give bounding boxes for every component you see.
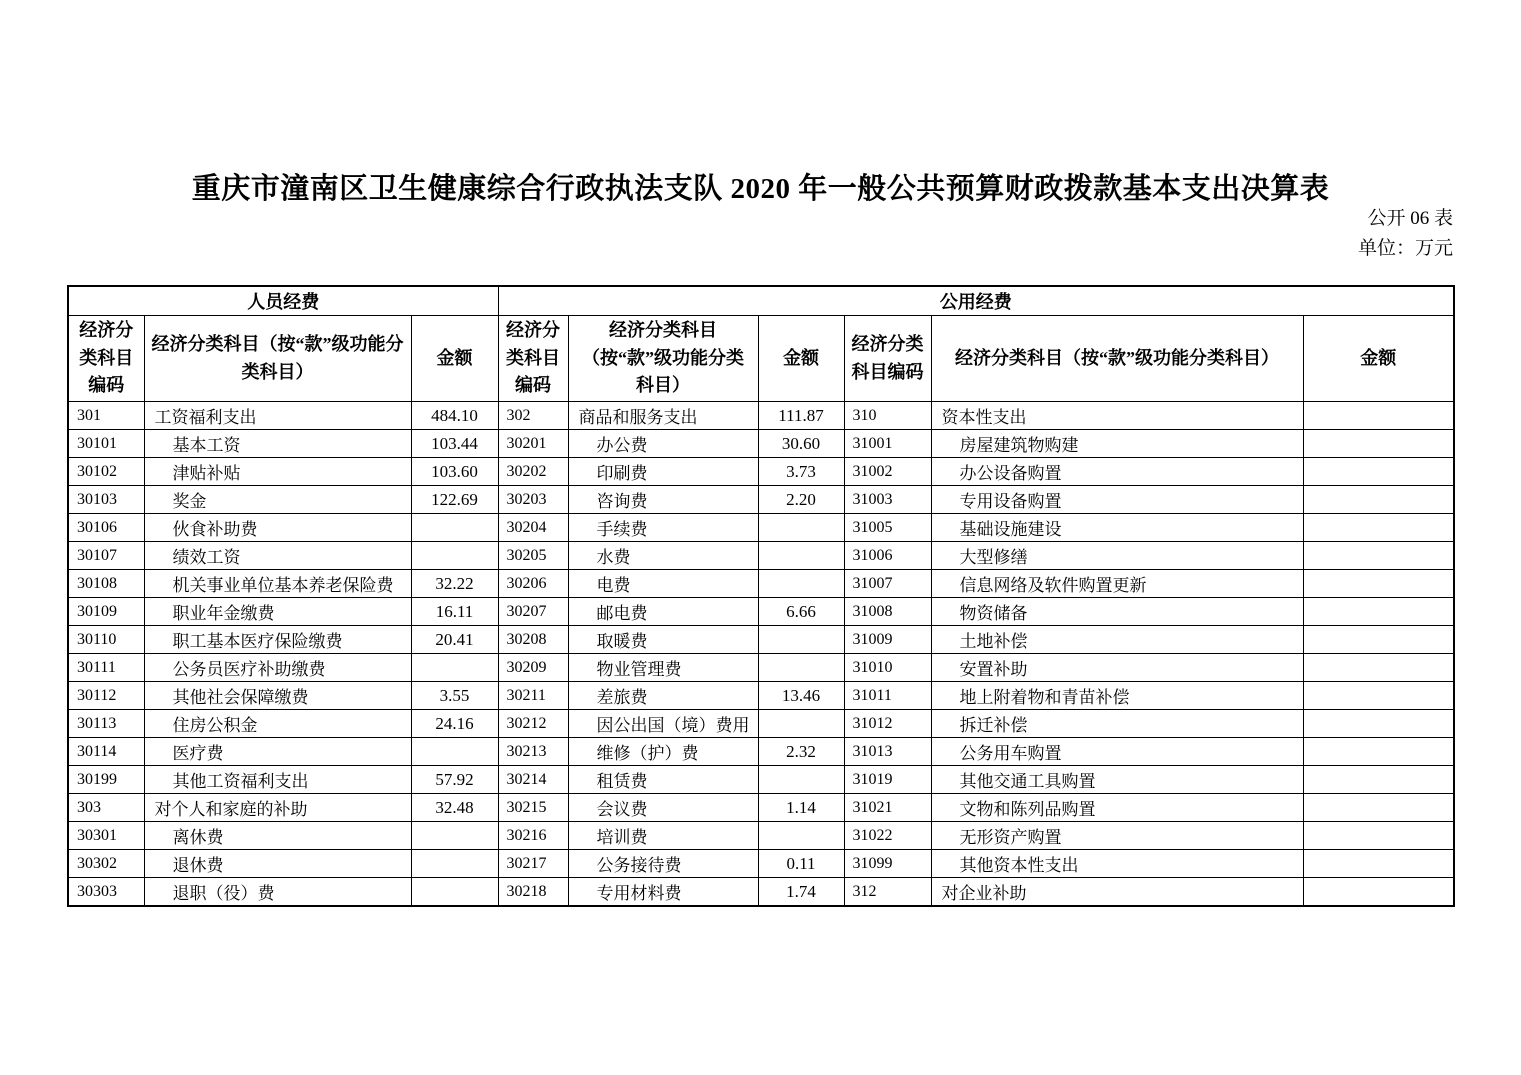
economic-code-cell: 31013: [844, 738, 931, 766]
form-number-note: 公开 06 表: [1367, 208, 1453, 229]
amount-cell: [1303, 486, 1454, 514]
unit-note: 单位：万元: [1357, 238, 1453, 259]
subject-cell: 咨询费: [568, 486, 758, 514]
table-row: [68, 542, 1454, 570]
subject-cell: 物业管理费: [568, 654, 758, 682]
subject-cell: 医疗费: [144, 738, 411, 766]
col-header-code-1: 经济分类科目编码: [68, 316, 144, 402]
subject-cell: 职业年金缴费: [144, 598, 411, 626]
table-row: [68, 710, 1454, 738]
table-row: [68, 430, 1454, 458]
economic-code-cell: 301: [68, 402, 144, 430]
amount-cell: [758, 766, 844, 794]
amount-cell: 484.10: [411, 402, 498, 430]
col-header-code-2: 经济分类科目编码: [498, 316, 568, 402]
economic-code-cell: 31022: [844, 822, 931, 850]
economic-code-cell: 31008: [844, 598, 931, 626]
amount-cell: 6.66: [758, 598, 844, 626]
subject-cell: 电费: [568, 570, 758, 598]
table-row: [68, 654, 1454, 682]
subject-cell: 手续费: [568, 514, 758, 542]
subject-cell: 因公出国（境）费用: [568, 710, 758, 738]
subject-cell: 物资储备: [931, 598, 1303, 626]
economic-code-cell: 30109: [68, 598, 144, 626]
subject-cell: 职工基本医疗保险缴费: [144, 626, 411, 654]
col-header-amount-2: 金额: [758, 316, 844, 402]
subject-cell: 水费: [568, 542, 758, 570]
economic-code-cell: 30209: [498, 654, 568, 682]
amount-cell: [1303, 822, 1454, 850]
amount-cell: [411, 542, 498, 570]
amount-cell: 13.46: [758, 682, 844, 710]
amount-cell: 2.32: [758, 738, 844, 766]
economic-code-cell: 31001: [844, 430, 931, 458]
economic-code-cell: 30114: [68, 738, 144, 766]
economic-code-cell: 30101: [68, 430, 144, 458]
subject-cell: 专用设备购置: [931, 486, 1303, 514]
amount-cell: [411, 514, 498, 542]
economic-code-cell: 30302: [68, 850, 144, 878]
amount-cell: 1.14: [758, 794, 844, 822]
subject-cell: 会议费: [568, 794, 758, 822]
economic-code-cell: 303: [68, 794, 144, 822]
subject-cell: 取暖费: [568, 626, 758, 654]
subject-cell: 办公费: [568, 430, 758, 458]
subject-cell: 办公设备购置: [931, 458, 1303, 486]
subject-cell: 培训费: [568, 822, 758, 850]
economic-code-cell: 31007: [844, 570, 931, 598]
economic-code-cell: 30202: [498, 458, 568, 486]
economic-code-cell: 312: [844, 878, 931, 907]
subject-cell: 对个人和家庭的补助: [144, 794, 411, 822]
economic-code-cell: 30108: [68, 570, 144, 598]
subject-cell: 伙食补助费: [144, 514, 411, 542]
amount-cell: [1303, 682, 1454, 710]
amount-cell: 32.48: [411, 794, 498, 822]
subject-cell: 其他资本性支出: [931, 850, 1303, 878]
amount-cell: 111.87: [758, 402, 844, 430]
economic-code-cell: 31006: [844, 542, 931, 570]
subject-cell: 无形资产购置: [931, 822, 1303, 850]
subject-cell: 其他交通工具购置: [931, 766, 1303, 794]
subject-cell: 基本工资: [144, 430, 411, 458]
economic-code-cell: 31021: [844, 794, 931, 822]
economic-code-cell: 31009: [844, 626, 931, 654]
economic-code-cell: 31012: [844, 710, 931, 738]
economic-code-cell: 30214: [498, 766, 568, 794]
economic-code-cell: 30205: [498, 542, 568, 570]
amount-cell: [758, 570, 844, 598]
col-header-code-3: 经济分类科目编码: [844, 316, 931, 402]
table-row: [68, 514, 1454, 542]
economic-code-cell: 30213: [498, 738, 568, 766]
subject-cell: 房屋建筑物购建: [931, 430, 1303, 458]
amount-cell: [1303, 766, 1454, 794]
subject-cell: 津贴补贴: [144, 458, 411, 486]
economic-code-cell: 30103: [68, 486, 144, 514]
col-header-subject-1: 经济分类科目（按“款”级功能分类科目）: [144, 316, 411, 402]
amount-cell: [758, 822, 844, 850]
subject-cell: 信息网络及软件购置更新: [931, 570, 1303, 598]
economic-code-cell: 30204: [498, 514, 568, 542]
amount-cell: [1303, 654, 1454, 682]
amount-cell: 32.22: [411, 570, 498, 598]
col-header-amount-3: 金额: [1303, 316, 1454, 402]
col-header-subject-2: 经济分类科目（按“款”级功能分类科目）: [568, 316, 758, 402]
subject-cell: 退休费: [144, 850, 411, 878]
amount-cell: [411, 878, 498, 907]
page-title: 重庆市潼南区卫生健康综合行政执法支队 2020 年一般公共预算财政拨款基本支出决算表: [191, 173, 1330, 205]
economic-code-cell: 31019: [844, 766, 931, 794]
amount-cell: [758, 514, 844, 542]
subject-cell: 资本性支出: [931, 402, 1303, 430]
subject-cell: 大型修缮: [931, 542, 1303, 570]
subject-cell: 机关事业单位基本养老保险费: [144, 570, 411, 598]
amount-cell: [1303, 626, 1454, 654]
table-row: [68, 850, 1454, 878]
table-row: [68, 626, 1454, 654]
amount-cell: 1.74: [758, 878, 844, 907]
table-row: [68, 738, 1454, 766]
subject-cell: 维修（护）费: [568, 738, 758, 766]
subject-cell: 安置补助: [931, 654, 1303, 682]
amount-cell: 3.55: [411, 682, 498, 710]
economic-code-cell: 31010: [844, 654, 931, 682]
amount-cell: [1303, 850, 1454, 878]
economic-code-cell: 30211: [498, 682, 568, 710]
amount-cell: 16.11: [411, 598, 498, 626]
economic-code-cell: 30203: [498, 486, 568, 514]
amount-cell: [1303, 430, 1454, 458]
subject-cell: 差旅费: [568, 682, 758, 710]
amount-cell: [1303, 402, 1454, 430]
subject-cell: 公务员医疗补助缴费: [144, 654, 411, 682]
subject-cell: 文物和陈列品购置: [931, 794, 1303, 822]
amount-cell: [1303, 598, 1454, 626]
amount-cell: 122.69: [411, 486, 498, 514]
amount-cell: 24.16: [411, 710, 498, 738]
subject-cell: 邮电费: [568, 598, 758, 626]
economic-code-cell: 30201: [498, 430, 568, 458]
economic-code-cell: 30208: [498, 626, 568, 654]
amount-cell: [758, 626, 844, 654]
amount-cell: [1303, 794, 1454, 822]
subject-cell: 商品和服务支出: [568, 402, 758, 430]
economic-code-cell: 302: [498, 402, 568, 430]
economic-code-cell: 30303: [68, 878, 144, 907]
economic-code-cell: 31011: [844, 682, 931, 710]
economic-code-cell: 30106: [68, 514, 144, 542]
amount-cell: [1303, 458, 1454, 486]
subject-cell: 住房公积金: [144, 710, 411, 738]
economic-code-cell: 30217: [498, 850, 568, 878]
subject-cell: 奖金: [144, 486, 411, 514]
amount-cell: [411, 738, 498, 766]
amount-cell: [1303, 542, 1454, 570]
col-header-subject-3: 经济分类科目（按“款”级功能分类科目）: [931, 316, 1303, 402]
amount-cell: [411, 850, 498, 878]
subject-cell: 工资福利支出: [144, 402, 411, 430]
amount-cell: [758, 542, 844, 570]
table-row: [68, 402, 1454, 430]
subject-cell: 绩效工资: [144, 542, 411, 570]
subject-cell: 公务用车购置: [931, 738, 1303, 766]
table-row: [68, 878, 1454, 907]
amount-cell: [1303, 878, 1454, 907]
amount-cell: [411, 654, 498, 682]
table-row: [68, 822, 1454, 850]
table-row: [68, 570, 1454, 598]
amount-cell: [411, 822, 498, 850]
economic-code-cell: 31003: [844, 486, 931, 514]
table-row: [68, 682, 1454, 710]
table-row: [68, 766, 1454, 794]
subject-cell: 租赁费: [568, 766, 758, 794]
amount-cell: [1303, 514, 1454, 542]
subject-cell: 土地补偿: [931, 626, 1303, 654]
amount-cell: 103.44: [411, 430, 498, 458]
expenditure-table: [67, 285, 1455, 907]
table-row: [68, 794, 1454, 822]
economic-code-cell: 30215: [498, 794, 568, 822]
economic-code-cell: 30112: [68, 682, 144, 710]
table-body: [68, 402, 1454, 907]
amount-cell: 3.73: [758, 458, 844, 486]
economic-code-cell: 30107: [68, 542, 144, 570]
economic-code-cell: 31005: [844, 514, 931, 542]
subject-cell: 公务接待费: [568, 850, 758, 878]
subject-cell: 专用材料费: [568, 878, 758, 907]
amount-cell: [758, 654, 844, 682]
table-row: [68, 598, 1454, 626]
economic-code-cell: 30212: [498, 710, 568, 738]
subject-cell: 拆迁补偿: [931, 710, 1303, 738]
economic-code-cell: 30301: [68, 822, 144, 850]
subject-cell: 地上附着物和青苗补偿: [931, 682, 1303, 710]
subject-cell: 对企业补助: [931, 878, 1303, 907]
economic-code-cell: 30216: [498, 822, 568, 850]
amount-cell: 103.60: [411, 458, 498, 486]
economic-code-cell: 30102: [68, 458, 144, 486]
amount-cell: [1303, 570, 1454, 598]
subject-cell: 基础设施建设: [931, 514, 1303, 542]
amount-cell: [758, 710, 844, 738]
economic-code-cell: 30207: [498, 598, 568, 626]
amount-cell: 0.11: [758, 850, 844, 878]
amount-cell: 2.20: [758, 486, 844, 514]
economic-code-cell: 30110: [68, 626, 144, 654]
subject-cell: 退职（役）费: [144, 878, 411, 907]
subject-cell: 印刷费: [568, 458, 758, 486]
col-header-amount-1: 金额: [411, 316, 498, 402]
amount-cell: 20.41: [411, 626, 498, 654]
economic-code-cell: 30218: [498, 878, 568, 907]
economic-code-cell: 31099: [844, 850, 931, 878]
section-header-public-funds: 公用经费: [498, 286, 1454, 316]
economic-code-cell: 30206: [498, 570, 568, 598]
economic-code-cell: 310: [844, 402, 931, 430]
amount-cell: 57.92: [411, 766, 498, 794]
amount-cell: [1303, 738, 1454, 766]
amount-cell: [1303, 710, 1454, 738]
section-header-personnel-funds: 人员经费: [68, 286, 498, 316]
economic-code-cell: 30113: [68, 710, 144, 738]
economic-code-cell: 30111: [68, 654, 144, 682]
subject-cell: 其他工资福利支出: [144, 766, 411, 794]
subject-cell: 其他社会保障缴费: [144, 682, 411, 710]
economic-code-cell: 30199: [68, 766, 144, 794]
amount-cell: 30.60: [758, 430, 844, 458]
economic-code-cell: 31002: [844, 458, 931, 486]
table-row: [68, 458, 1454, 486]
subject-cell: 离休费: [144, 822, 411, 850]
table-row: [68, 486, 1454, 514]
